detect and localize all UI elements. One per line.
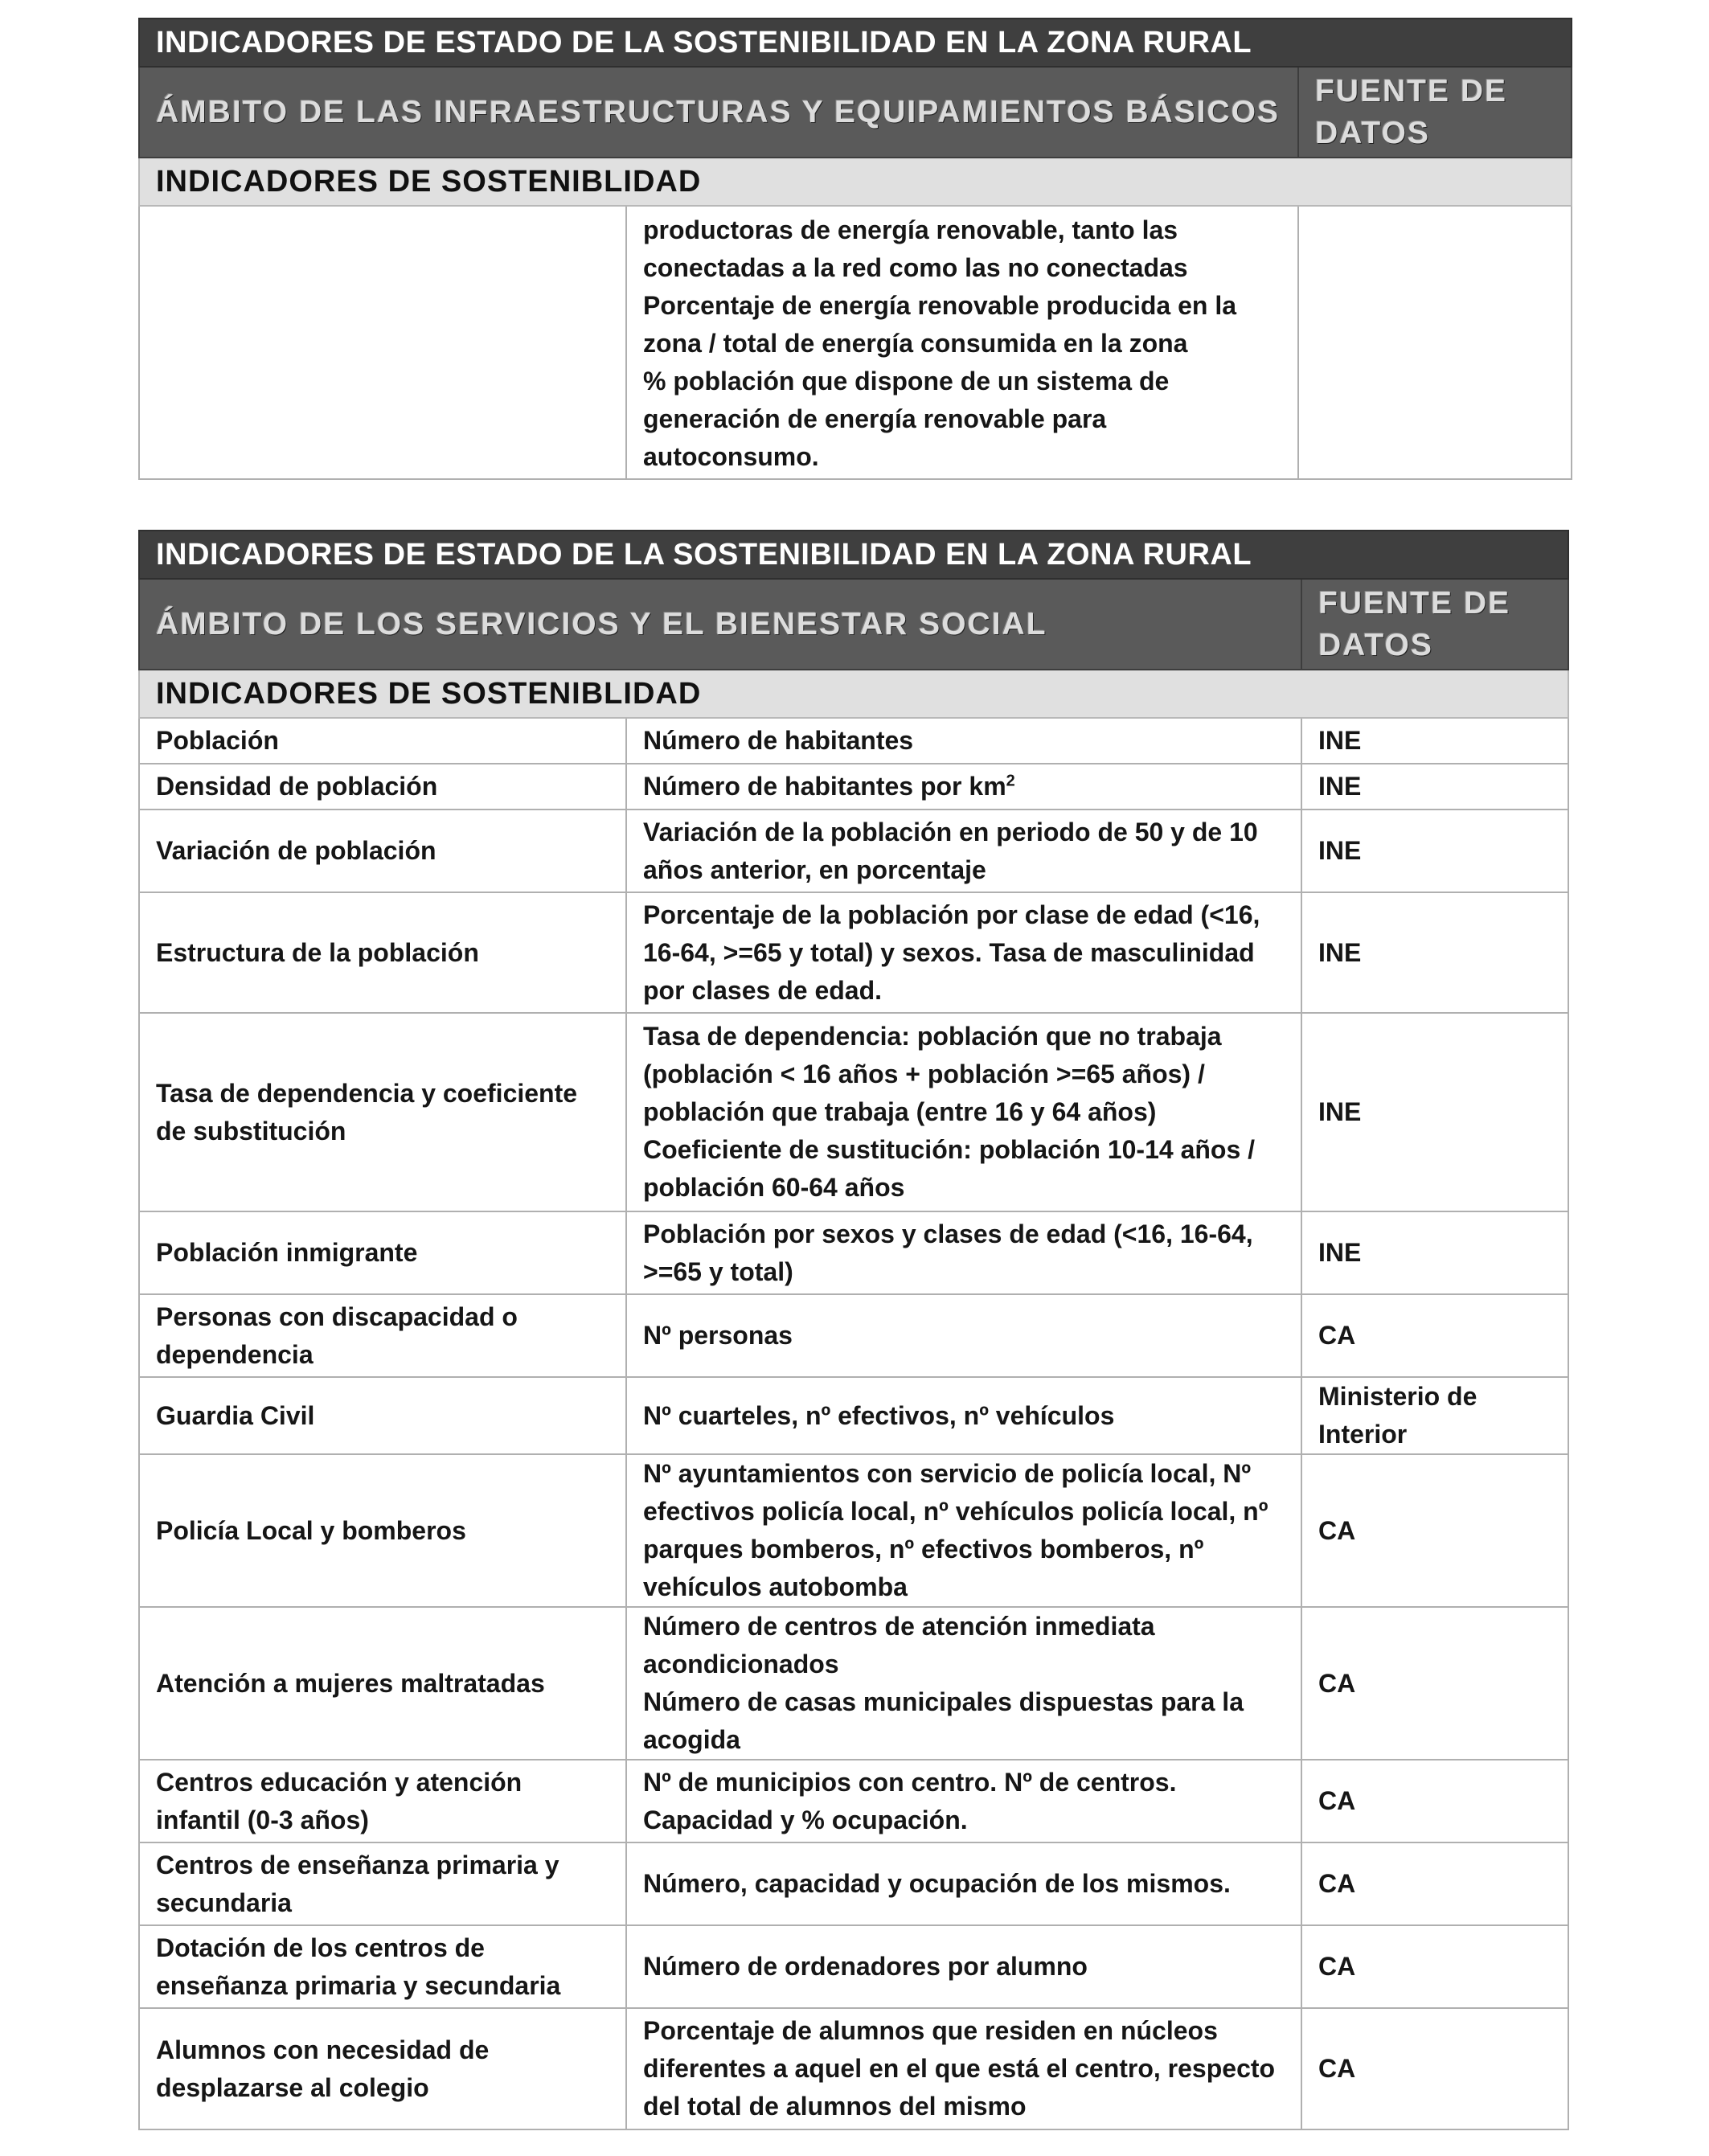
fuente-header <box>1298 67 1572 158</box>
descripcion-text: Nº de municipios con centro. Nº de centros. Capacidad y % ocupación. <box>643 1767 1177 1834</box>
fuente-cell: INE <box>1301 718 1568 764</box>
descripcion-cell <box>626 1377 1301 1454</box>
fuente-cell: INE <box>1301 892 1568 1013</box>
descripcion-text: Número de habitantes por $km^2$ <box>643 772 1015 801</box>
indicador-cell: Atención a mujeres maltratadas <box>139 1607 626 1760</box>
continuation-line: productoras de energía renovable, tanto las <box>643 215 1178 244</box>
fuente-cell: INE <box>1301 1211 1568 1294</box>
descripcion-cell <box>626 1211 1301 1294</box>
table-row <box>139 1454 1568 1607</box>
descripcion-cell <box>626 206 1298 479</box>
indicador-cell: Población <box>139 718 626 764</box>
fuente-cell: INE <box>1301 1013 1568 1211</box>
table-row <box>139 1607 1568 1760</box>
section-header: INDICADORES DE SOSTENIBLIDAD <box>139 158 1572 206</box>
fuente-cell: INE <box>1301 810 1568 892</box>
indicador-cell: Tasa de dependencia y coeficiente de substitución <box>139 1013 626 1211</box>
fuente-cell: CA <box>1301 1607 1568 1760</box>
descripcion-text: Número de habitantes <box>643 726 914 755</box>
fuente-label-line2: DATOS <box>1318 627 1433 662</box>
indicador-cell: Centros educación y atención infantil (0-3 años) <box>139 1760 626 1842</box>
table-title: INDICADORES DE ESTADO DE LA SOSTENIBILIDAD EN LA ZONA RURAL <box>139 18 1572 67</box>
descripcion-cell <box>626 892 1301 1013</box>
descripcion-text: Tasa de dependencia: población que no trabaja (población < 16 años + población >=65 años) / población que trabaja (entre 16 y 64 años) <box>643 1022 1222 1126</box>
descripcion-cell <box>626 1842 1301 1925</box>
descripcion-text: Coeficiente de sustitución: población 10-14 años / población 60-64 años <box>643 1135 1256 1202</box>
fuente-cell: CA <box>1301 1842 1568 1925</box>
descripcion-cell <box>626 1607 1301 1760</box>
table-row <box>139 1013 1568 1211</box>
indicador-cell: Centros de enseñanza primaria y secundaria <box>139 1842 626 1925</box>
table-infraestructuras <box>138 18 1572 480</box>
fuente-cell: CA <box>1301 1925 1568 2008</box>
descripcion-text: Nº personas <box>643 1321 793 1350</box>
indicador-cell: Policía Local y bomberos <box>139 1454 626 1607</box>
descripcion-cell <box>626 1760 1301 1842</box>
descripcion-cell <box>626 764 1301 810</box>
indicador-cell: Alumnos con necesidad de desplazarse al colegio <box>139 2008 626 2129</box>
fuente-cell: CA <box>1301 1454 1568 1607</box>
descripcion-text: Porcentaje de alumnos que residen en núcleos diferentes a aquel en el que está el centro, respecto del total de alumnos del mismo <box>643 2016 1276 2121</box>
superscript: 2 <box>1006 772 1015 790</box>
continuation-line: Porcentaje de energía renovable producida en la <box>643 291 1237 320</box>
indicador-cell <box>139 206 626 479</box>
table-row <box>139 1842 1568 1925</box>
descripcion-cell <box>626 1294 1301 1377</box>
indicador-cell: Población inmigrante <box>139 1211 626 1294</box>
fuente-label-line1: FUENTE DE <box>1318 585 1511 621</box>
descripcion-text: Nº cuarteles, nº efectivos, nº vehículos <box>643 1400 1115 1430</box>
fuente-cell: Ministerio de Interior <box>1301 1377 1568 1454</box>
fuente-cell: CA <box>1301 2008 1568 2129</box>
continuation-line: % población que dispone de un sistema de <box>643 367 1170 396</box>
descripcion-text: Número de ordenadores por alumno <box>643 1952 1088 1981</box>
descripcion-cell <box>626 810 1301 892</box>
continuation-line: autoconsumo. <box>643 442 819 471</box>
section-header: INDICADORES DE SOSTENIBLIDAD <box>139 670 1568 718</box>
table-row <box>139 810 1568 892</box>
table-row <box>139 718 1568 764</box>
fuente-cell: CA <box>1301 1760 1568 1842</box>
table-row <box>139 2008 1568 2129</box>
descripcion-cell <box>626 1013 1301 1211</box>
continuation-line: conectadas a la red como las no conectadas <box>643 253 1188 282</box>
table-row <box>139 1925 1568 2008</box>
ambito-header: ÁMBITO DE LOS SERVICIOS Y EL BIENESTAR SOCIAL <box>139 579 1301 670</box>
descripcion-text: Número, capacidad y ocupación de los mismos. <box>643 1869 1231 1898</box>
table-body <box>139 718 1568 2129</box>
fuente-cell <box>1298 206 1572 479</box>
continuation-line: generación de energía renovable para <box>643 404 1107 433</box>
fuente-cell: CA <box>1301 1294 1568 1377</box>
descripcion-text: Número de centros de atención inmediata acondicionados <box>643 1612 1155 1678</box>
fuente-header <box>1301 579 1568 670</box>
indicador-cell: Guardia Civil <box>139 1377 626 1454</box>
table-row <box>139 1377 1568 1454</box>
descripcion-cell <box>626 1454 1301 1607</box>
table-title: INDICADORES DE ESTADO DE LA SOSTENIBILIDAD EN LA ZONA RURAL <box>139 531 1568 579</box>
table-row <box>139 764 1568 810</box>
table-row <box>139 1760 1568 1842</box>
fuente-label-line2: DATOS <box>1315 115 1430 150</box>
indicador-cell: Dotación de los centros de enseñanza primaria y secundaria <box>139 1925 626 2008</box>
table-row <box>139 1294 1568 1377</box>
fuente-cell: INE <box>1301 764 1568 810</box>
descripcion-text: Porcentaje de la población por clase de edad (<16, 16-64, >=65 y total) y sexos. Tasa de masculinidad por clases de edad. <box>643 900 1260 1005</box>
table-row <box>139 892 1568 1013</box>
indicador-cell: Variación de población <box>139 810 626 892</box>
descripcion-text: Variación de la población en periodo de 50 y de 10 años anterior, en porcentaje <box>643 817 1258 884</box>
descripcion-cell <box>626 718 1301 764</box>
descripcion-cell <box>626 1925 1301 2008</box>
ambito-header: ÁMBITO DE LAS INFRAESTRUCTURAS Y EQUIPAMIENTOS BÁSICOS <box>139 67 1298 158</box>
descripcion-text: Número de casas municipales dispuestas para la acogida <box>643 1687 1244 1754</box>
table-servicios <box>138 530 1569 2130</box>
continuation-text <box>643 211 1289 476</box>
descripcion-text: Nº ayuntamientos con servicio de policía local, Nº efectivos policía local, nº vehículos policía local, nº parques bomberos, nº efectivos bomberos, nº vehículos autobomba <box>643 1459 1268 1601</box>
fuente-label-line1: FUENTE DE <box>1315 73 1508 109</box>
indicador-cell: Densidad de población <box>139 764 626 810</box>
indicador-cell: Estructura de la población <box>139 892 626 1013</box>
descripcion-cell <box>626 2008 1301 2129</box>
continuation-line: zona / total de energía consumida en la zona <box>643 329 1188 358</box>
descripcion-text: Población por sexos y clases de edad (<16, 16-64, >=65 y total) <box>643 1219 1253 1286</box>
indicador-cell: Personas con discapacidad o dependencia <box>139 1294 626 1377</box>
table-row <box>139 1211 1568 1294</box>
